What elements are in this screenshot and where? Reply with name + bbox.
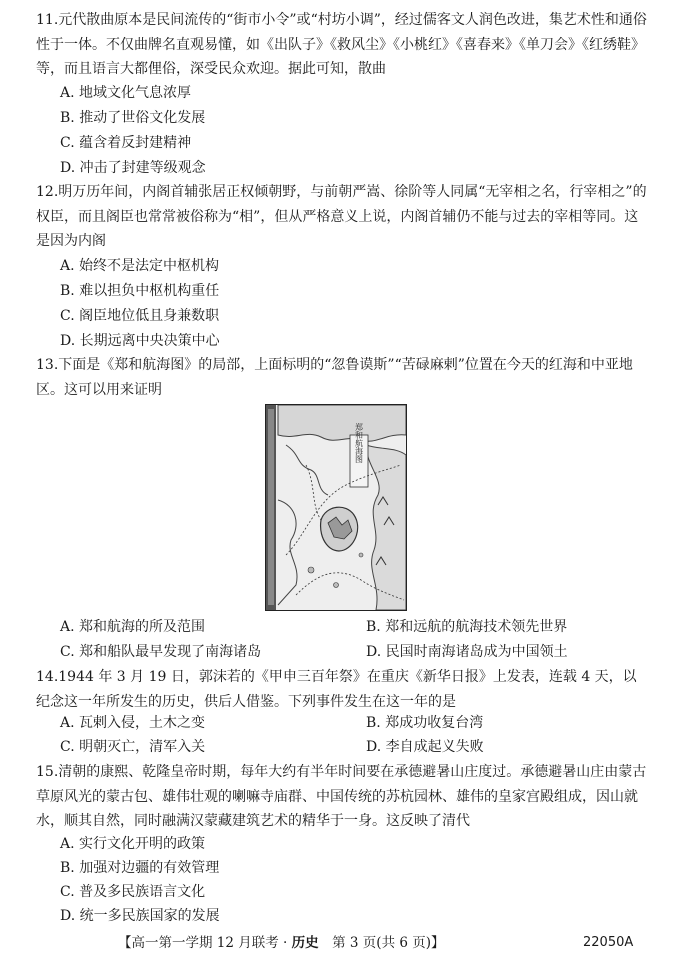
question-13 bbox=[36, 353, 648, 402]
question-stem: 元代散曲原本是民间流传的“街市小令”或“村坊小调”，经过儒客文人润色改进，集艺术性和通俗性于一体。不仅曲牌名直观易懂，如《出队子》《救风尘》《小桃红》《喜春来》《单刀会》《红绣鞋》等，而且语言大都俚俗，深受民众欢迎。据此可知，散曲 bbox=[36, 12, 647, 77]
question-11 bbox=[36, 8, 648, 82]
question-stem: 1944 年 3 月 19 日，郭沫若的《甲申三百年祭》在重庆《新华日报》上发表，连载 4 天，以纪念这一年所发生的历史，供后人借鉴。下列事件发生在这一年的是 bbox=[36, 669, 637, 710]
question-12 bbox=[36, 180, 648, 254]
option-d: D. 李自成起义失败 bbox=[366, 739, 484, 755]
option-d: D. 统一多民族国家的发展 bbox=[60, 908, 220, 924]
zheng-he-nautical-chart-image bbox=[265, 404, 407, 611]
option-b: B. 郑成功收复台湾 bbox=[366, 715, 484, 731]
question-14 bbox=[36, 665, 648, 714]
option-d: D. 冲击了封建等级观念 bbox=[60, 160, 206, 176]
option-a: A. 郑和航海的所及范围 bbox=[60, 619, 206, 635]
option-b: B. 推动了世俗文化发展 bbox=[60, 110, 206, 126]
question-15 bbox=[36, 760, 648, 834]
option-c: C. 阁臣地位低且身兼数职 bbox=[60, 308, 220, 324]
map-drawing bbox=[266, 405, 406, 610]
option-b: B. 加强对边疆的有效管理 bbox=[60, 860, 220, 876]
question-number: 14. bbox=[36, 669, 59, 685]
option-d: D. 民国时南海诸岛成为中国领土 bbox=[366, 644, 568, 660]
option-a: A. 实行文化开明的政策 bbox=[60, 836, 206, 852]
question-number: 15. bbox=[36, 764, 59, 780]
option-c: C. 蕴含着反封建精神 bbox=[60, 135, 192, 151]
option-c: C. 郑和船队最早发现了南海诸岛 bbox=[60, 644, 262, 660]
footer-exam-code: 22050A bbox=[583, 935, 634, 950]
option-c: C. 普及多民族语言文化 bbox=[60, 884, 206, 900]
option-d: D. 长期远离中央决策中心 bbox=[60, 333, 220, 349]
question-stem: 下面是《郑和航海图》的局部，上面标明的“忽鲁谟斯”“苦碌麻剌”位置在今天的红海和中亚地区。这可以用来证明 bbox=[36, 357, 633, 398]
question-stem: 明万历年间，内阁首辅张居正权倾朝野，与前朝严嵩、徐阶等人同属“无宰相之名，行宰相之”的权臣，而且阁臣也常常被俗称为“相”，但从严格意义上说，内阁首辅仍不能与过去的宰相等同。这是因为内阁 bbox=[36, 184, 647, 249]
option-b: B. 难以担负中枢机构重任 bbox=[60, 283, 220, 299]
question-number: 11. bbox=[36, 12, 59, 28]
option-c: C. 明朝灭亡，清军入关 bbox=[60, 739, 206, 755]
option-b: B. 郑和远航的航海技术领先世界 bbox=[366, 619, 568, 635]
footer-subject: 历史 bbox=[291, 935, 319, 951]
question-number: 12. bbox=[36, 184, 59, 200]
page-footer bbox=[118, 934, 445, 952]
map-label: 郑和航海图 bbox=[354, 423, 364, 463]
option-a: A. 始终不是法定中枢机构 bbox=[60, 258, 220, 274]
option-a: A. 瓦剌入侵，土木之变 bbox=[60, 715, 206, 731]
footer-page-info: 第 3 页(共 6 页)】 bbox=[318, 935, 445, 951]
question-number: 13. bbox=[36, 357, 59, 373]
question-stem: 清朝的康熙、乾隆皇帝时期，每年大约有半年时间要在承德避暑山庄度过。承德避暑山庄由蒙古草原风光的蒙古包、雄伟壮观的喇嘛寺庙群、中国传统的苏杭园林、雄伟的皇家宫殿组成，因山就水，顺其自然，同时融满汉蒙藏建筑艺术的精华于一身。这反映了清代 bbox=[36, 764, 647, 829]
option-a: A. 地域文化气息浓厚 bbox=[60, 85, 192, 101]
footer-exam-title: 【高一第一学期 12 月联考 · bbox=[118, 935, 292, 951]
